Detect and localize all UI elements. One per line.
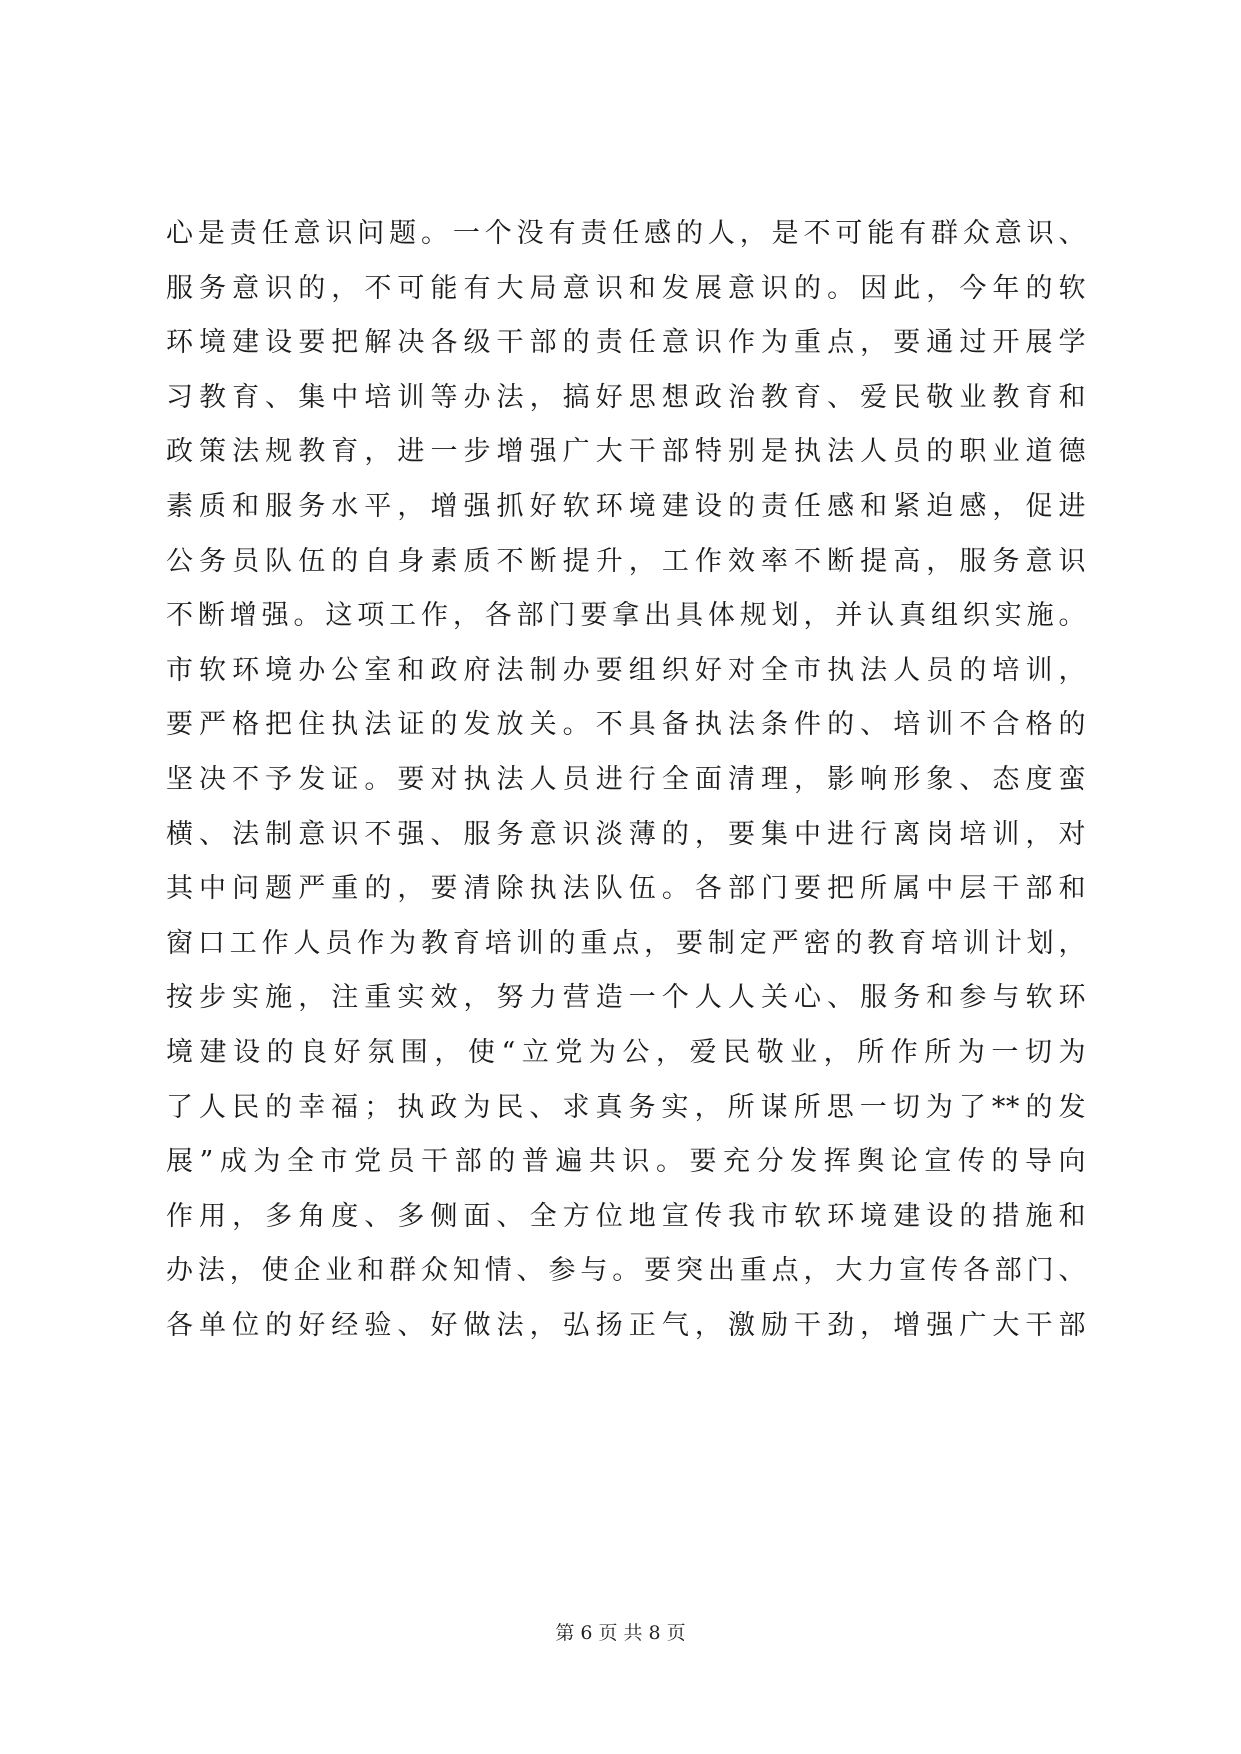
text-line: 境建设的良好氛围，使“立党为公，爱民敬业，所作所为一切为 <box>166 1036 1086 1068</box>
text-line: 市软环境办公室和政府法制办要组织好对全市执法人员的培训， <box>166 654 1086 686</box>
text-line: 坚决不予发证。要对执法人员进行全面清理，影响形象、态度蛮 <box>166 763 1086 795</box>
text-line: 习教育、集中培训等办法，搞好思想政治教育、爱民敬业教育和 <box>166 381 1086 413</box>
text-line: 心是责任意识问题。一个没有责任感的人，是不可能有群众意识、 <box>166 218 1086 249</box>
text-line: 环境建设要把解决各级干部的责任意识作为重点，要通过开展学 <box>166 327 1086 359</box>
text-line: 服务意识的，不可能有大局意识和发展意识的。因此，今年的软 <box>166 272 1086 304</box>
text-line: 横、法制意识不强、服务意识淡薄的，要集中进行离岗培训，对 <box>166 818 1086 850</box>
body-text <box>166 207 1086 1353</box>
text-line: 政策法规教育，进一步增强广大干部特别是执法人员的职业道德 <box>166 436 1086 468</box>
text-line: 不断增强。这项工作，各部门要拿出具体规划，并认真组织实施。 <box>166 600 1086 632</box>
text-line: 各单位的好经验、好做法，弘扬正气，激励干劲，增强广大干部 <box>166 1309 1086 1341</box>
text-line: 展”成为全市党员干部的普遍共识。要充分发挥舆论宣传的导向 <box>166 1146 1086 1178</box>
text-line: 作用，多角度、多侧面、全方位地宣传我市软环境建设的措施和 <box>166 1200 1086 1232</box>
text-line: 了人民的幸福；执政为民、求真务实，所谋所思一切为了**的发 <box>166 1091 1086 1123</box>
text-line: 按步实施，注重实效，努力营造一个人人关心、服务和参与软环 <box>166 982 1086 1014</box>
text-line: 要严格把住执法证的发放关。不具备执法条件的、培训不合格的 <box>166 709 1086 741</box>
text-line: 办法，使企业和群众知情、参与。要突出重点，大力宣传各部门、 <box>166 1255 1086 1287</box>
text-line: 其中问题严重的，要清除执法队伍。各部门要把所属中层干部和 <box>166 873 1086 905</box>
text-line: 素质和服务水平，增强抓好软环境建设的责任感和紧迫感，促进 <box>166 490 1086 522</box>
text-line: 公务员队伍的自身素质不断提升，工作效率不断提高，服务意识 <box>166 545 1086 577</box>
page-number-footer: 第 6 页 共 8 页 <box>555 1622 686 1644</box>
text-line: 窗口工作人员作为教育培训的重点，要制定严密的教育培训计划， <box>166 927 1086 959</box>
